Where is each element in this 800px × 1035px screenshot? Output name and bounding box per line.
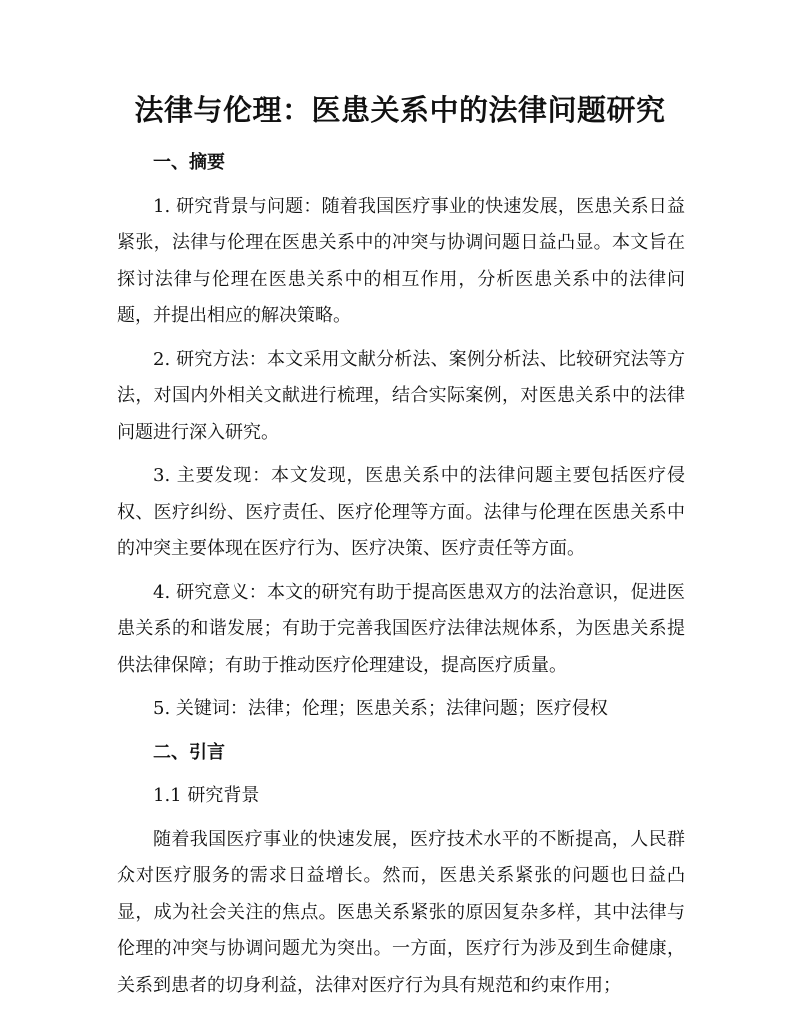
abstract-item-5: 5. 关键词：法律；伦理；医患关系；法律问题；医疗侵权 <box>153 698 608 719</box>
intro-paragraph: 随着我国医疗事业的快速发展，医疗技术水平的不断提高，人民群众对医疗服务的需求日益增长。然而，医患关系紧张的问题也日益凸显，成为社会关注的焦点。医患关系紧张的原因复杂多样，其中法律与伦理的冲突与协调问题尤为突出。一方面，医疗行为涉及到生命健康，关系到患者的切身利益，法律对医疗行为具有规范和约束作用； <box>117 828 685 996</box>
intro-subheading: 1.1 研究背景 <box>153 785 260 806</box>
abstract-item-3: 3. 主要发现：本文发现，医患关系中的法律问题主要包括医疗侵权、医疗纠纷、医疗责任、医疗伦理等方面。法律与伦理在医患关系中的冲突主要体现在医疗行为、医疗决策、医疗责任等方面。 <box>117 465 685 559</box>
document-body <box>117 145 685 1004</box>
abstract-heading: 一、摘要 <box>153 152 225 173</box>
abstract-item-2: 2. 研究方法：本文采用文献分析法、案例分析法、比较研究法等方法，对国内外相关文献进行梳理，结合实际案例，对医患关系中的法律问题进行深入研究。 <box>117 348 685 443</box>
document-title: 法律与伦理：医患关系中的法律问题研究 <box>134 93 666 127</box>
intro-heading: 二、引言 <box>153 741 225 763</box>
abstract-item-4: 4. 研究意义：本文的研究有助于提高医患双方的法治意识，促进医患关系的和谐发展；有助于完善我国医疗法律法规体系，为医患关系提供法律保障；有助于推动医疗伦理建设，提高医疗质量。 <box>117 581 685 676</box>
abstract-item-1: 1. 研究背景与问题：随着我国医疗事业的快速发展，医患关系日益紧张，法律与伦理在医患关系中的冲突与协调问题日益凸显。本文旨在探讨法律与伦理在医患关系中的相互作用，分析医患关系中的法律问题，并提出相应的解决策略。 <box>117 195 685 326</box>
